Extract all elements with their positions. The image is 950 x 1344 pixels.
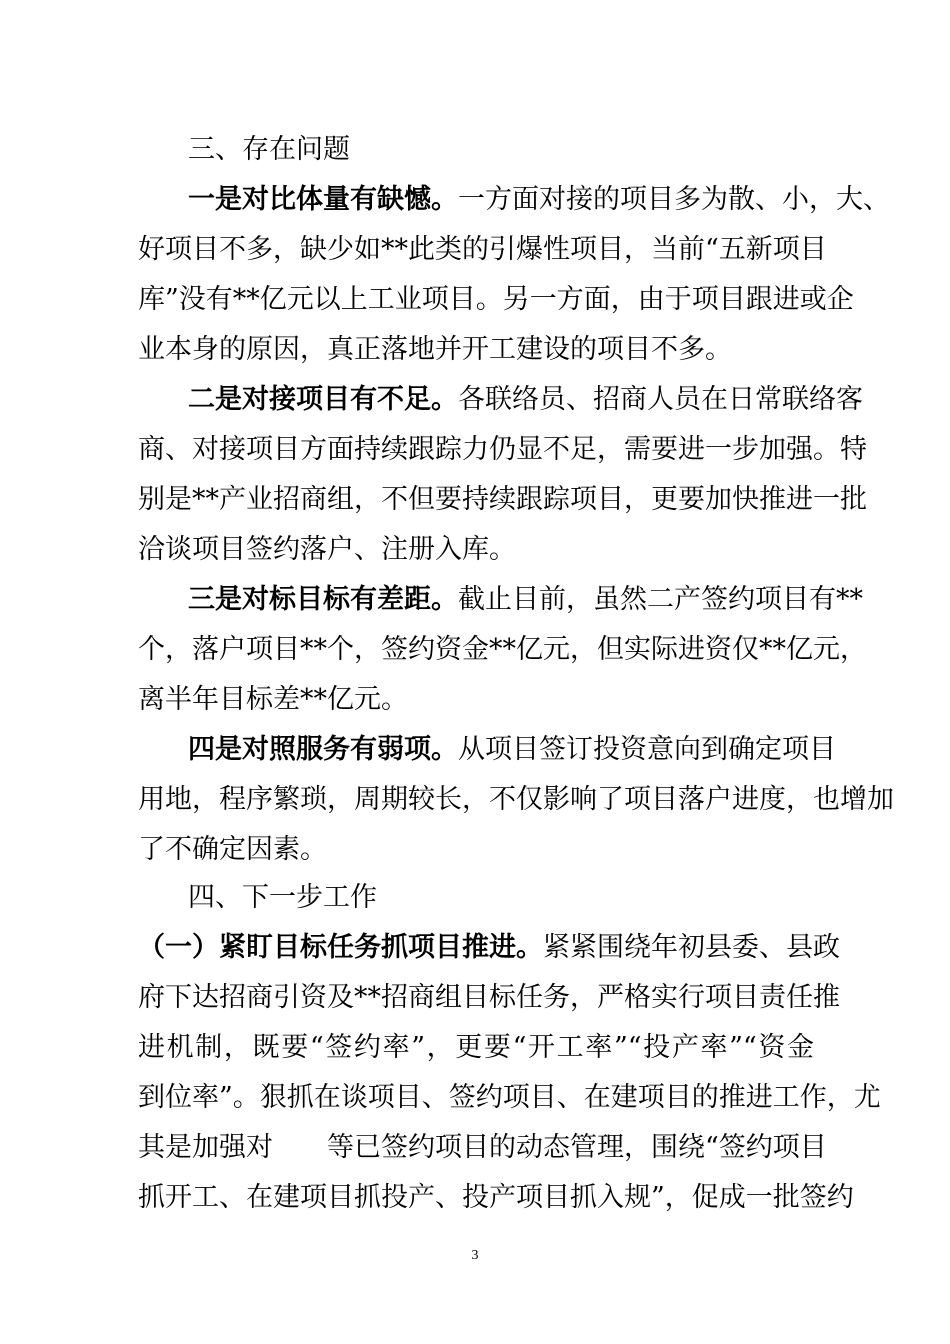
section-heading-next-steps: 四、下一步工作 — [188, 882, 377, 913]
paragraph-line — [138, 930, 840, 966]
paragraph-lead: 三是对标目标有差距。 — [188, 584, 458, 615]
paragraph-lead: 四是对照服务有弱项。 — [188, 734, 458, 765]
page-number: 3 — [471, 1248, 479, 1263]
paragraph-line: 商、对接项目方面持续跟踪力仍显不足，需要进一步加强。特 — [138, 434, 867, 465]
paragraph-line: 了不确定因素。 — [138, 834, 327, 865]
paragraph-text: 从项目签订投资意向到确定项目 — [458, 734, 836, 765]
section-heading-problems: 三、存在问题 — [188, 134, 350, 165]
paragraph-line: 个，落户项目**个，签约资金**亿元，但实际进资仅**亿元， — [138, 634, 867, 665]
paragraph-line: 库”没有**亿元以上工业项目。另一方面，由于项目跟进或企 — [138, 284, 854, 315]
paragraph-lead: 二是对接项目有不足。 — [188, 384, 458, 415]
paragraph-line: 其是加强对 等已签约项目的动态管理，围绕“签约项目 — [138, 1132, 827, 1163]
paragraph-line: 好项目不多，缺少如**此类的引爆性项目，当前“五新项目 — [138, 234, 827, 265]
paragraph-line: 业本身的原因，真正落地并开工建设的项目不多。 — [138, 334, 732, 365]
paragraph-line — [138, 732, 836, 768]
paragraph-text: 一方面对接的项目多为散、小，大、 — [458, 184, 890, 215]
paragraph-line — [138, 182, 890, 218]
paragraph-line: 进机制，既要“签约率”，更要“开工率”“投产率”“资金 — [138, 1032, 814, 1063]
paragraph-lead: 一是对比体量有缺憾。 — [188, 184, 458, 215]
paragraph-line: 洽谈项目签约落户、注册入库。 — [138, 534, 516, 565]
paragraph-line — [138, 382, 863, 418]
paragraph-line: 离半年目标差**亿元。 — [138, 684, 408, 715]
paragraph-line: 到位率”。狠抓在谈项目、签约项目、在建项目的推进工作，尤 — [138, 1082, 881, 1113]
paragraph-text: 各联络员、招商人员在日常联络客 — [458, 384, 863, 415]
paragraph-text: 紧紧围绕年初县委、县政 — [543, 932, 840, 963]
paragraph-line: 府下达招商引资及**招商组目标任务，严格实行项目责任推 — [138, 982, 840, 1013]
paragraph-line — [138, 582, 863, 618]
paragraph-text: 截止目前，虽然二产签约项目有** — [458, 584, 863, 615]
paragraph-lead: （一）紧盯目标任务抓项目推进。 — [138, 932, 543, 963]
paragraph-line: 抓开工、在建项目抓投产、投产项目抓入规”，促成一批签约 — [138, 1182, 854, 1213]
paragraph-line: 别是**产业招商组，不但要持续跟踪项目，更要加快推进一批 — [138, 484, 867, 515]
paragraph-line: 用地，程序繁琐，周期较长，不仅影响了项目落户进度，也增加 — [138, 784, 894, 815]
